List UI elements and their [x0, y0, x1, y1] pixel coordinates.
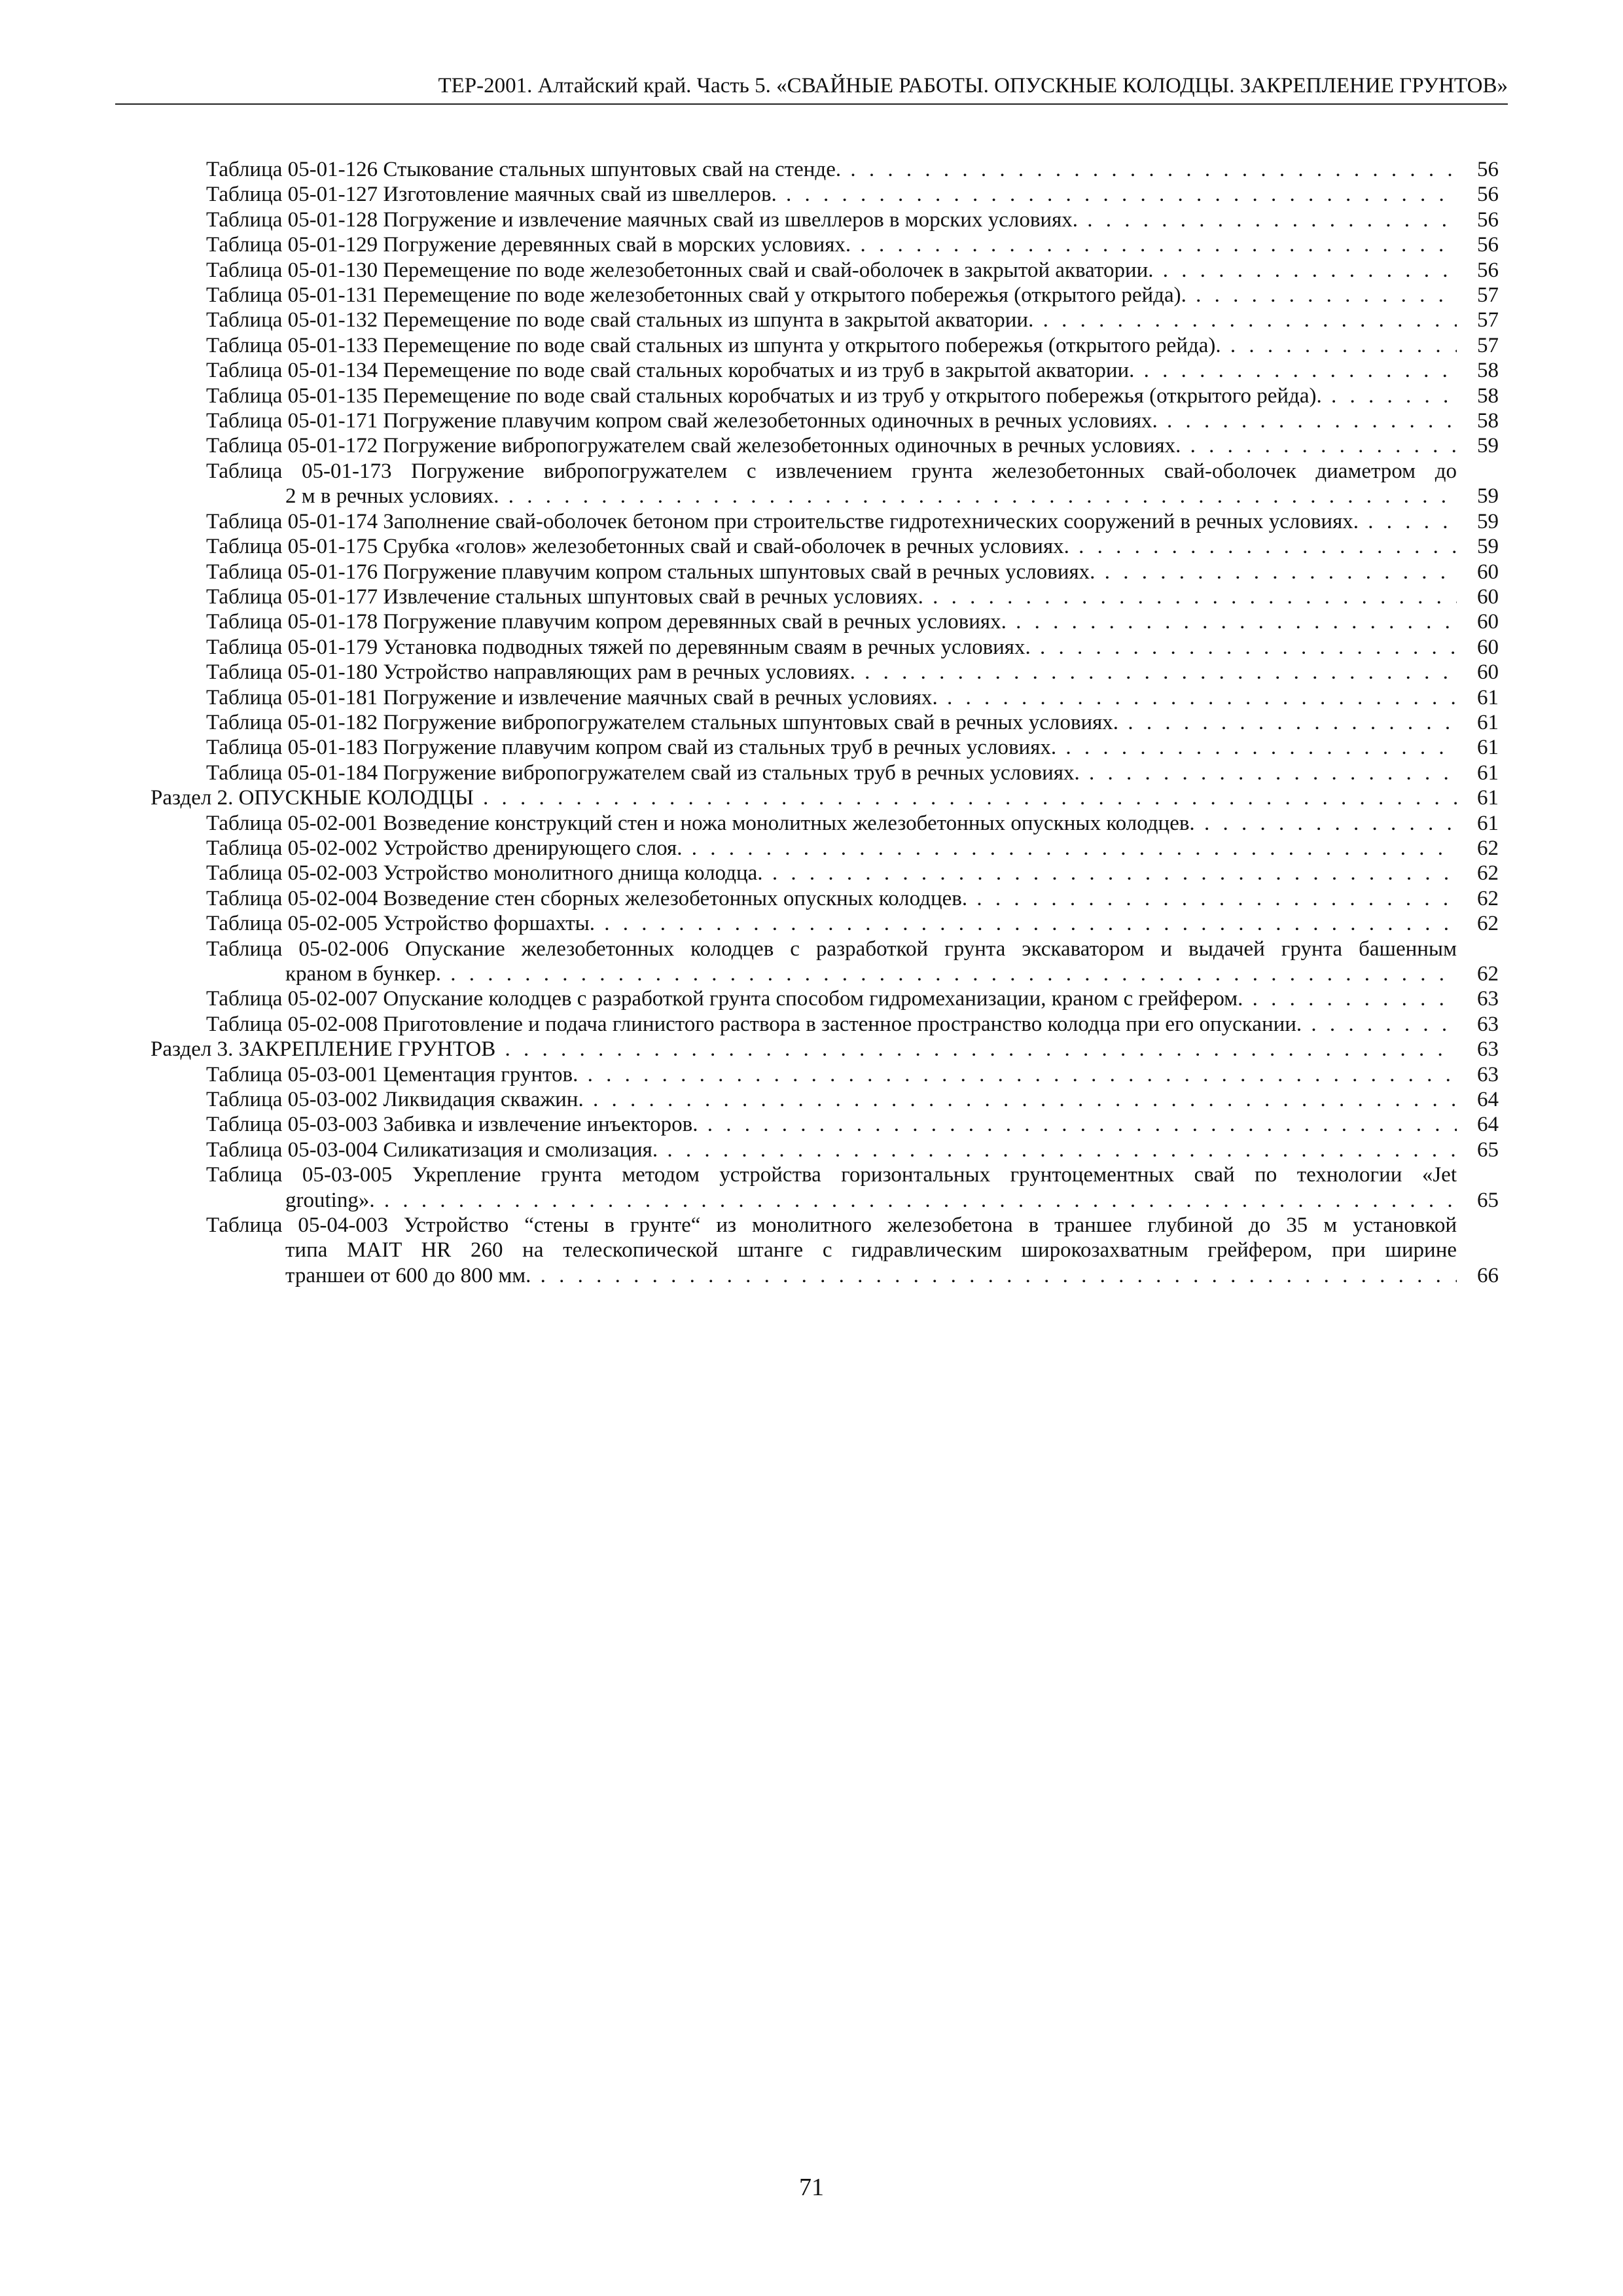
toc-table-entry[interactable]	[151, 1062, 1499, 1087]
toc-entry-title: Таблица 05-01-171 Погружение плавучим копром свай железобетонных одиночных в речных условиях. . . .	[206, 408, 1457, 433]
toc-entry-page: 60	[1477, 584, 1499, 609]
toc-table-entry[interactable]	[151, 1213, 1499, 1288]
toc-table-entry[interactable]	[151, 986, 1499, 1011]
toc-entry-title: Таблица 05-03-001 Цементация грунтов. . . .	[206, 1062, 1457, 1087]
toc-entry-page: 59	[1477, 535, 1499, 559]
toc-entry-title: Таблица 05-01-182 Погружение вибропогружателем стальных шпунтовых свай в речных условиях. . . .	[206, 710, 1457, 735]
toc-entry-page: 56	[1477, 183, 1499, 207]
toc-entry-title: Таблица 05-01-135 Перемещение по воде свай стальных коробчатых и из труб у открытого побережья (открытого рейда). . . .	[206, 384, 1457, 408]
toc-entry-page: 62	[1477, 886, 1499, 910]
toc-entry-page: 57	[1477, 283, 1499, 308]
toc-entry-page: 64	[1477, 1088, 1499, 1112]
toc-table-entry[interactable]	[151, 333, 1499, 358]
toc-entry-page: 57	[1477, 333, 1499, 357]
toc-entry-title: Таблица 05-02-007 Опускание колодцев с разработкой грунта способом гидромеханизации, краном с грейфером. . . .	[206, 986, 1457, 1011]
toc-entry-page: 60	[1477, 660, 1499, 685]
toc-table-entry[interactable]	[151, 433, 1499, 458]
toc-entry-title: Раздел 2. ОПУСКНЫЕ КОЛОДЦЫ . . .	[151, 785, 1457, 810]
toc-entry-page: 61	[1477, 736, 1499, 760]
toc-entry-title: Таблица 05-02-005 Устройство форшахты. . . .	[206, 911, 1457, 936]
toc-table-entry[interactable]	[151, 207, 1499, 232]
toc-table-entry[interactable]	[151, 157, 1499, 182]
toc-entry-page: 63	[1477, 1012, 1499, 1036]
toc-entry-title: Таблица 05-01-131 Перемещение по воде железобетонных свай у открытого побережья (открытого рейда). . . .	[206, 283, 1457, 308]
toc-table-entry[interactable]	[151, 660, 1499, 685]
toc-entry-title: Таблица 05-01-183 Погружение плавучим копром свай из стальных труб в речных условиях. . . .	[206, 735, 1457, 760]
toc-entry-page: 58	[1477, 384, 1499, 408]
toc-table-entry[interactable]	[151, 232, 1499, 257]
toc-entry-page: 64	[1477, 1113, 1499, 1137]
toc-entry-page: 61	[1477, 710, 1499, 734]
toc-entry-page: 57	[1477, 308, 1499, 332]
toc-table-entry[interactable]	[151, 560, 1499, 584]
toc-table-entry[interactable]	[151, 1087, 1499, 1112]
toc-table-entry[interactable]	[151, 182, 1499, 207]
toc-table-entry[interactable]	[151, 937, 1499, 987]
toc-entry-page: 62	[1477, 962, 1499, 986]
toc-entry-title-line: Таблица 05-02-006 Опускание железобетонных колодцев с разработкой грунта экскаватором и выдачей грунта башенным	[206, 937, 1457, 961]
toc-entry-title: Таблица 05-01-174 Заполнение свай-оболочек бетоном при строительстве гидротехнических сооружений в речных условиях. . . .	[206, 509, 1457, 534]
toc-entry-page: 60	[1477, 610, 1499, 634]
toc-table-entry[interactable]	[151, 1138, 1499, 1162]
toc-entry-title: Таблица 05-01-127 Изготовление маячных свай из швеллеров. . . .	[206, 182, 1457, 207]
toc-table-entry[interactable]	[151, 509, 1499, 534]
toc-table-entry[interactable]	[151, 384, 1499, 408]
toc-entry-page: 60	[1477, 560, 1499, 584]
toc-entry-title: Таблица 05-01-181 Погружение и извлечение маячных свай в речных условиях. . . .	[206, 685, 1457, 710]
toc-entry-title: Таблица 05-02-001 Возведение конструкций стен и ножа монолитных железобетонных опускных колодцев. . . .	[206, 811, 1457, 836]
toc-entry-title: Таблица 05-02-002 Устройство дренирующего слоя. . . .	[206, 836, 1457, 861]
toc-entry-page: 63	[1477, 1062, 1499, 1086]
toc-entry-page: 60	[1477, 635, 1499, 659]
toc-entry-title: Таблица 05-01-133 Перемещение по воде свай стальных из шпунта у открытого побережья (открытого рейда). . . .	[206, 333, 1457, 358]
toc-entry-page: 61	[1477, 811, 1499, 835]
running-header: ТЕР-2001. Алтайский край. Часть 5. «СВАЙНЫЕ РАБОТЫ. ОПУСКНЫЕ КОЛОДЦЫ. ЗАКРЕПЛЕНИЕ ГРУНТОВ»	[115, 71, 1508, 105]
toc-entry-title: Таблица 05-01-129 Погружение деревянных свай в морских условиях. . . .	[206, 232, 1457, 257]
toc-entry-title: Таблица 05-01-177 Извлечение стальных шпунтовых свай в речных условиях. . . .	[206, 584, 1457, 609]
toc-entry-page: 56	[1477, 207, 1499, 232]
toc-entry-page: 56	[1477, 258, 1499, 282]
toc-entry-page: 56	[1477, 233, 1499, 257]
table-of-contents	[151, 157, 1499, 1288]
toc-entry-title: траншеи от 600 до 800 мм. . . .	[285, 1263, 1457, 1288]
toc-entry-title: Таблица 05-01-126 Стыкование стальных шпунтовых свай на стенде. . . .	[206, 157, 1457, 182]
toc-table-entry[interactable]	[151, 861, 1499, 886]
toc-entry-page: 65	[1477, 1188, 1499, 1212]
toc-entry-title: Таблица 05-01-128 Погружение и извлечение маячных свай из швеллеров в морских условиях. . . .	[206, 207, 1457, 232]
toc-table-entry[interactable]	[151, 911, 1499, 936]
toc-table-entry[interactable]	[151, 811, 1499, 836]
toc-table-entry[interactable]	[151, 584, 1499, 609]
toc-table-entry[interactable]	[151, 283, 1499, 308]
toc-entry-title: Таблица 05-03-002 Ликвидация скважин. . . .	[206, 1087, 1457, 1112]
toc-table-entry[interactable]	[151, 1012, 1499, 1037]
toc-table-entry[interactable]	[151, 1162, 1499, 1213]
toc-entry-page: 59	[1477, 509, 1499, 533]
toc-entry-title: Таблица 05-02-004 Возведение стен сборных железобетонных опускных колодцев. . . .	[206, 886, 1457, 911]
page-number: 71	[799, 2174, 824, 2201]
toc-entry-page: 62	[1477, 836, 1499, 860]
toc-entry-title-line: Таблица 05-04-003 Устройство “стены в грунте“ из монолитного железобетона в траншее глубиной до 35 м установкой	[206, 1213, 1457, 1238]
toc-table-entry[interactable]	[151, 534, 1499, 559]
toc-entry-title: Таблица 05-02-008 Приготовление и подача глинистого раствора в застенное пространство колодца при его опускании. . . .	[206, 1012, 1457, 1037]
toc-entry-title: Таблица 05-01-134 Перемещение по воде свай стальных коробчатых и из труб в закрытой акватории. . . .	[206, 358, 1457, 383]
toc-entry-title: Таблица 05-01-130 Перемещение по воде железобетонных свай и свай-оболочек в закрытой акватории. . . .	[206, 258, 1457, 283]
toc-entry-title-line: Таблица 05-03-005 Укрепление грунта методом устройства горизонтальных грунтоцементных свай по технологии «Jet	[206, 1163, 1457, 1187]
toc-table-entry[interactable]	[151, 836, 1499, 861]
toc-entry-page: 56	[1477, 158, 1499, 181]
toc-entry-title: Таблица 05-01-184 Погружение вибропогружателем свай из стальных труб в речных условиях. . . .	[206, 761, 1457, 785]
toc-entry-title: Таблица 05-02-003 Устройство монолитного днища колодца. . . .	[206, 861, 1457, 886]
toc-entry-title: Таблица 05-01-175 Срубка «голов» железобетонных свай и свай-оболочек в речных условиях. . . .	[206, 534, 1457, 559]
toc-entry-title: Таблица 05-01-172 Погружение вибропогружателем свай железобетонных одиночных в речных условиях. . . .	[206, 433, 1457, 458]
toc-table-entry[interactable]	[151, 408, 1499, 433]
toc-entry-title: Таблица 05-03-004 Силикатизация и смолизация. . . .	[206, 1138, 1457, 1162]
toc-entry-page: 66	[1477, 1263, 1499, 1287]
toc-table-entry[interactable]	[151, 635, 1499, 660]
toc-entry-title-line: Таблица 05-01-173 Погружение вибропогружателем с извлечением грунта железобетонных свай-оболочек диаметром до	[206, 459, 1457, 483]
toc-section-entry[interactable]	[151, 785, 1499, 810]
toc-entry-title: Таблица 05-01-178 Погружение плавучим копром деревянных свай в речных условиях. . . .	[206, 609, 1457, 634]
toc-entry-page: 59	[1477, 484, 1499, 509]
toc-entry-title: Таблица 05-03-003 Забивка и извлечение инъекторов. . . .	[206, 1112, 1457, 1137]
toc-section-entry[interactable]	[151, 1037, 1499, 1062]
toc-entry-page: 65	[1477, 1138, 1499, 1162]
toc-table-entry[interactable]	[151, 685, 1499, 710]
toc-table-entry[interactable]	[151, 258, 1499, 283]
toc-entry-page: 61	[1477, 786, 1499, 810]
toc-entry-title: 2 м в речных условиях. . . .	[285, 484, 1457, 509]
toc-entry-page: 61	[1477, 761, 1499, 785]
toc-entry-title-line: типа MAIT HR 260 на телескопической штанге с гидравлическим широкозахватным грейфером, при ширине	[285, 1238, 1457, 1263]
toc-entry-page: 62	[1477, 861, 1499, 886]
toc-entry-title: Раздел 3. ЗАКРЕПЛЕНИЕ ГРУНТОВ . . .	[151, 1037, 1457, 1062]
toc-entry-title: Таблица 05-01-179 Установка подводных тяжей по деревянным сваям в речных условиях. . . .	[206, 635, 1457, 660]
toc-entry-page: 61	[1477, 685, 1499, 709]
toc-table-entry[interactable]	[151, 1112, 1499, 1137]
toc-table-entry[interactable]	[151, 459, 1499, 509]
toc-entry-title: Таблица 05-01-132 Перемещение по воде свай стальных из шпунта в закрытой акватории. . . .	[206, 308, 1457, 332]
toc-entry-title: Таблица 05-01-180 Устройство направляющих рам в речных условиях. . . .	[206, 660, 1457, 685]
toc-table-entry[interactable]	[151, 609, 1499, 634]
toc-table-entry[interactable]	[151, 710, 1499, 735]
toc-table-entry[interactable]	[151, 358, 1499, 383]
toc-entry-page: 58	[1477, 359, 1499, 383]
toc-entry-title: краном в бункер. . . .	[285, 961, 1457, 986]
toc-table-entry[interactable]	[151, 308, 1499, 332]
toc-entry-page: 63	[1477, 1037, 1499, 1062]
toc-table-entry[interactable]	[151, 761, 1499, 785]
toc-table-entry[interactable]	[151, 886, 1499, 911]
toc-entry-page: 59	[1477, 434, 1499, 458]
toc-entry-title: grouting». . . .	[285, 1188, 1457, 1213]
toc-entry-title: Таблица 05-01-176 Погружение плавучим копром стальных шпунтовых свай в речных условиях. . . .	[206, 560, 1457, 584]
toc-table-entry[interactable]	[151, 735, 1499, 760]
toc-entry-page: 63	[1477, 987, 1499, 1011]
toc-entry-page: 58	[1477, 409, 1499, 433]
toc-entry-page: 62	[1477, 912, 1499, 936]
